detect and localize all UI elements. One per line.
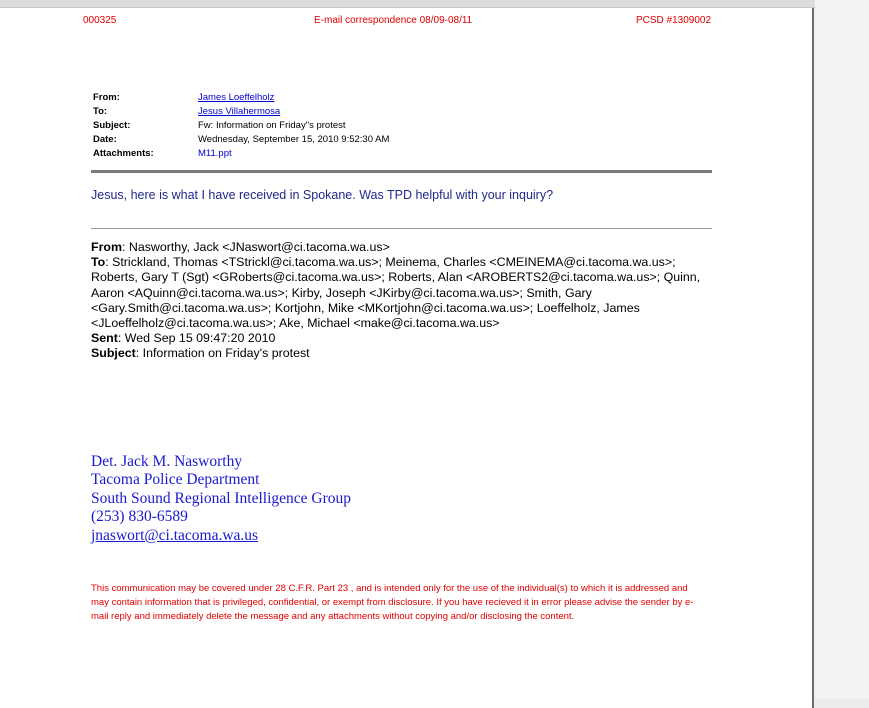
forwarded-from [91,240,701,255]
intro-message: Jesus, here is what I have received in Spokane. Was TPD helpful with your inquiry? [91,188,554,202]
bates-number: 000325 [83,15,117,26]
forwarded-to-value: : Strickland, Thomas <TStrickl@ci.tacoma.wa.us>; Meinema, Charles <CMEINEMA@ci.tacoma.wa.us>; Roberts, Gary T (Sgt) <GRoberts@ci.tacoma.wa.us>; Roberts, Alan <AROBERTS2@ci.tacoma.wa.us>; Quinn, Aaron <AQuinn@ci.tacoma.wa.us>; Kirby, Joseph <JKirby@ci.tacoma.wa.us>; Smith, Gary <Gary.Smith@ci.tacoma.wa.us>; Kortjohn, Mike <MKortjohn@ci.tacoma.wa.us>; Loeffelholz, James <JLoeffelholz@ci.tacoma.wa.us>; Ake, Michael <make@ci.tacoma.wa.us> [91,255,701,331]
forwarded-sent-label: Sent [91,331,118,346]
forwarded-header [91,240,701,362]
from-row [93,91,389,105]
date-value: Wednesday, September 15, 2010 9:52:30 AM [198,134,390,145]
signature-block [91,453,351,545]
pcsd-number: PCSD #1309002 [636,15,712,26]
forwarded-from-value: : Nasworthy, Jack <JNaswort@ci.tacoma.wa.us> [121,240,390,254]
forwarded-from-label: From [91,240,122,254]
forward-divider [91,228,712,229]
forwarded-to-label: To [91,255,106,270]
subject-label: Subject: [93,120,131,131]
email-metadata [93,91,389,161]
to-row [93,105,389,119]
to-link[interactable]: Jesus Villahermosa [198,106,281,117]
forwarded-subject-label: Subject [91,346,136,361]
document-title: E-mail correspondence 08/09-08/11 [314,15,473,26]
to-label: To: [93,106,108,117]
forwarded-sent-value: : Wed Sep 15 09:47:20 2010 [117,331,276,346]
forwarded-subject [91,346,701,361]
forwarded-subject-value: : Information on Friday's protest [135,346,310,361]
viewer-side-panel [815,0,869,699]
forwarded-sent [91,331,701,346]
signature-phone: (253) 830-6589 [91,508,188,526]
attachments-label: Attachments: [93,148,154,159]
signature-dept: Tacoma Police Department [91,471,260,489]
from-link[interactable]: James Loeffelholz [198,92,275,103]
header-divider [91,170,712,173]
attachment-link[interactable]: M11.ppt [198,148,232,159]
from-label: From: [93,92,120,103]
attachments-row [93,147,389,161]
viewer-top-bar [0,0,818,8]
signature-name: Det. Jack M. Nasworthy [91,453,243,470]
forwarded-to [91,255,701,331]
subject-value: Fw: Information on Friday"s protest [198,120,346,131]
signature-group: South Sound Regional Intelligence Group [91,489,352,507]
disclaimer-text: This communication may be covered under 28 C.F.R. Part 23 , and is intended only for the use of the individual(s) to which it is addressed and may contain information that is privileged, confidential, or exempt from disclosure. If you have recieved it in error please advise the sender by e-mail reply and immediately delete the message and any attachments without copying and/or disclosing the content. [91,583,694,622]
subject-row [93,119,389,133]
signature-email-link[interactable]: jnaswort@ci.tacoma.wa.us [91,526,259,544]
date-label: Date: [93,134,117,145]
date-row [93,133,389,147]
